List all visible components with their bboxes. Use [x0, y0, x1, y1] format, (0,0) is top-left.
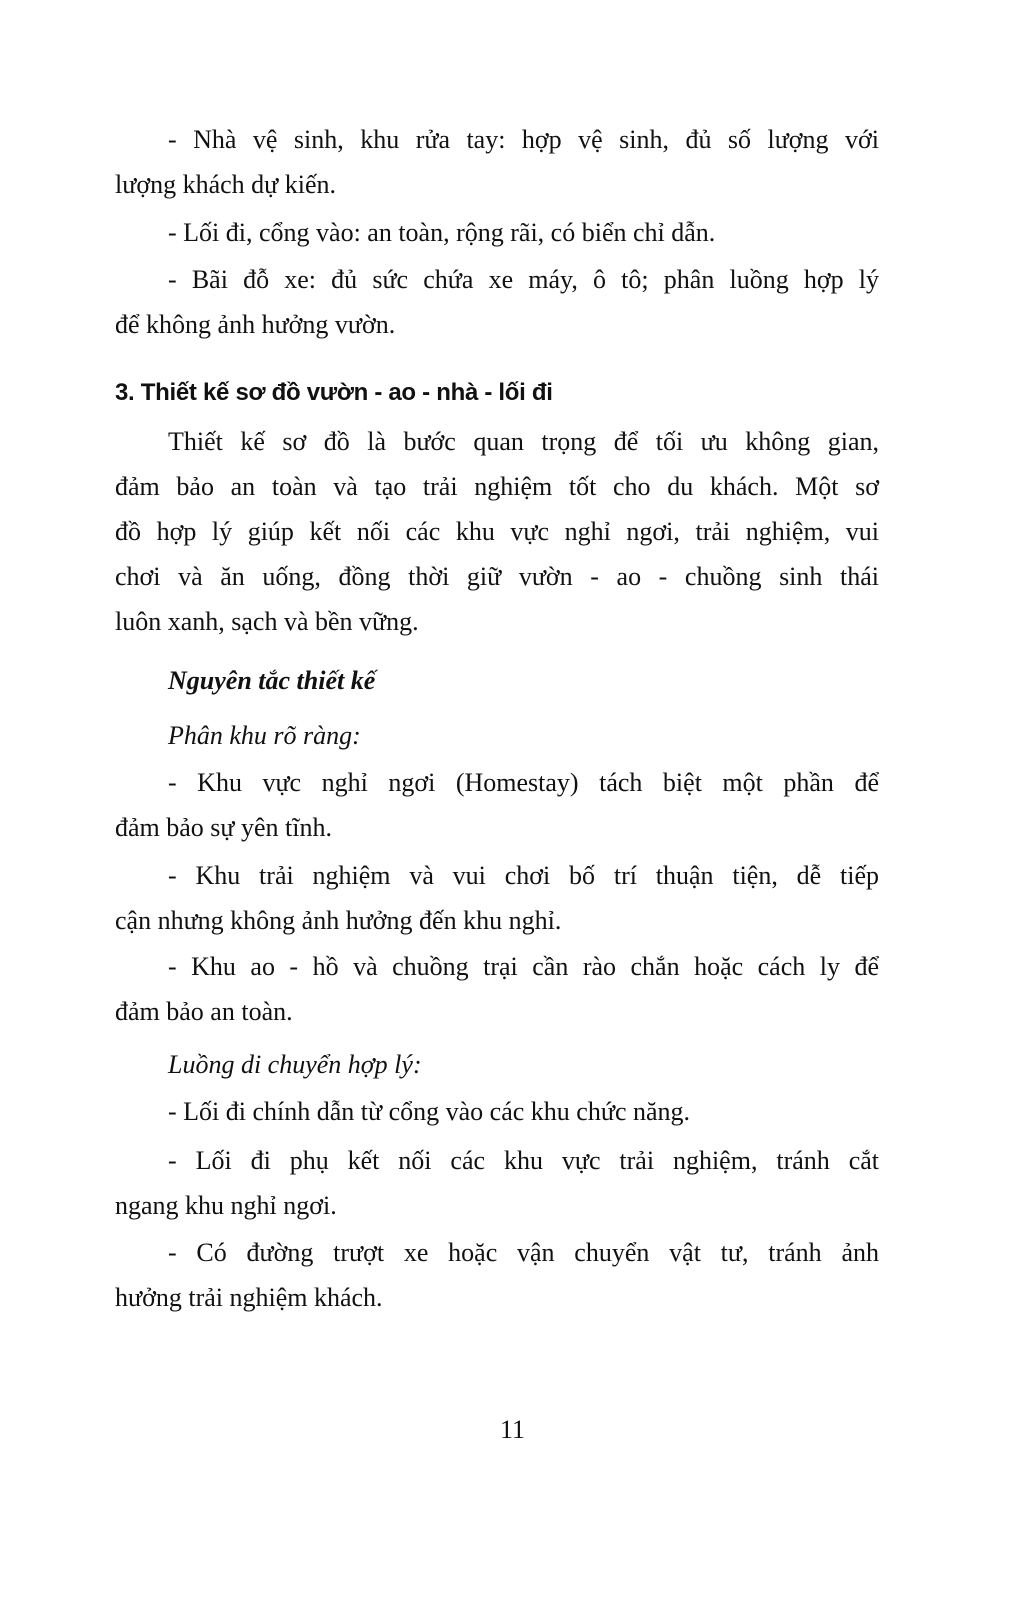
text-line: để không ảnh hưởng vườn. [115, 310, 396, 339]
paragraph-intro [115, 419, 879, 644]
text-line: - Nhà vệ sinh, khu rửa tay: hợp vệ sinh, đủ số lượng với [168, 125, 879, 154]
text-line: - Có đường trượt xe hoặc vận chuyển vật tư, tránh ảnh [168, 1238, 879, 1267]
section-heading [115, 370, 879, 415]
page-number: 11 [499, 1415, 526, 1444]
text-line: - Khu ao - hồ và chuồng trại cần rào chắn hoặc cách ly để [168, 952, 879, 981]
paragraph-service-road [115, 1230, 879, 1320]
text-line: - Lối đi, cổng vào: an toàn, rộng rãi, có biển chỉ dẫn. [168, 218, 716, 247]
text-line: chơi và ăn uống, đồng thời giữ vườn - ao - chuồng sinh thái [115, 562, 879, 591]
text-line: - Khu trải nghiệm và vui chơi bố trí thuận tiện, dễ tiếp [168, 861, 879, 890]
paragraph-pathway [115, 210, 879, 255]
subheading-text: Phân khu rõ ràng: [168, 721, 361, 750]
text-line: luôn xanh, sạch và bền vững. [115, 607, 419, 636]
text-line: - Khu vực nghỉ ngơi (Homestay) tách biệt một phần để [168, 768, 879, 797]
text-line: cận nhưng không ảnh hưởng đến khu nghỉ. [115, 906, 562, 935]
text-line: - Bãi đỗ xe: đủ sức chứa xe máy, ô tô; phân luồng hợp lý [168, 265, 879, 294]
heading-text: 3. Thiết kế sơ đồ vườn - ao - nhà - lối đi [115, 379, 553, 406]
subheading-principles [115, 658, 879, 703]
subheading-zoning [115, 713, 879, 758]
text-line: ngang khu nghỉ ngơi. [115, 1191, 337, 1220]
text-line: - Lối đi chính dẫn từ cổng vào các khu chức năng. [168, 1097, 691, 1126]
text-line: đồ hợp lý giúp kết nối các khu vực nghỉ ngơi, trải nghiệm, vui [115, 517, 879, 546]
text-line: - Lối đi phụ kết nối các khu vực trải nghiệm, tránh cắt [168, 1146, 879, 1175]
paragraph-main-path [115, 1089, 879, 1134]
paragraph-experience [115, 853, 879, 943]
text-line: đảm bảo an toàn. [115, 997, 293, 1026]
text-line: hưởng trải nghiệm khách. [115, 1283, 383, 1312]
text-line: đảm bảo an toàn và tạo trải nghiệm tốt cho du khách. Một sơ [115, 472, 879, 501]
paragraph-parking [115, 257, 879, 347]
paragraph-pond [115, 944, 879, 1034]
paragraph-side-path [115, 1138, 879, 1228]
subheading-text: Luồng di chuyển hợp lý: [168, 1050, 422, 1079]
text-line: Thiết kế sơ đồ là bước quan trọng để tối ưu không gian, [168, 427, 879, 456]
subheading-flow [115, 1042, 879, 1087]
subheading-text: Nguyên tắc thiết kế [168, 666, 376, 695]
paragraph-restroom [115, 117, 879, 207]
text-line: đảm bảo sự yên tĩnh. [115, 813, 333, 842]
text-line: lượng khách dự kiến. [115, 170, 336, 199]
paragraph-homestay [115, 760, 879, 850]
